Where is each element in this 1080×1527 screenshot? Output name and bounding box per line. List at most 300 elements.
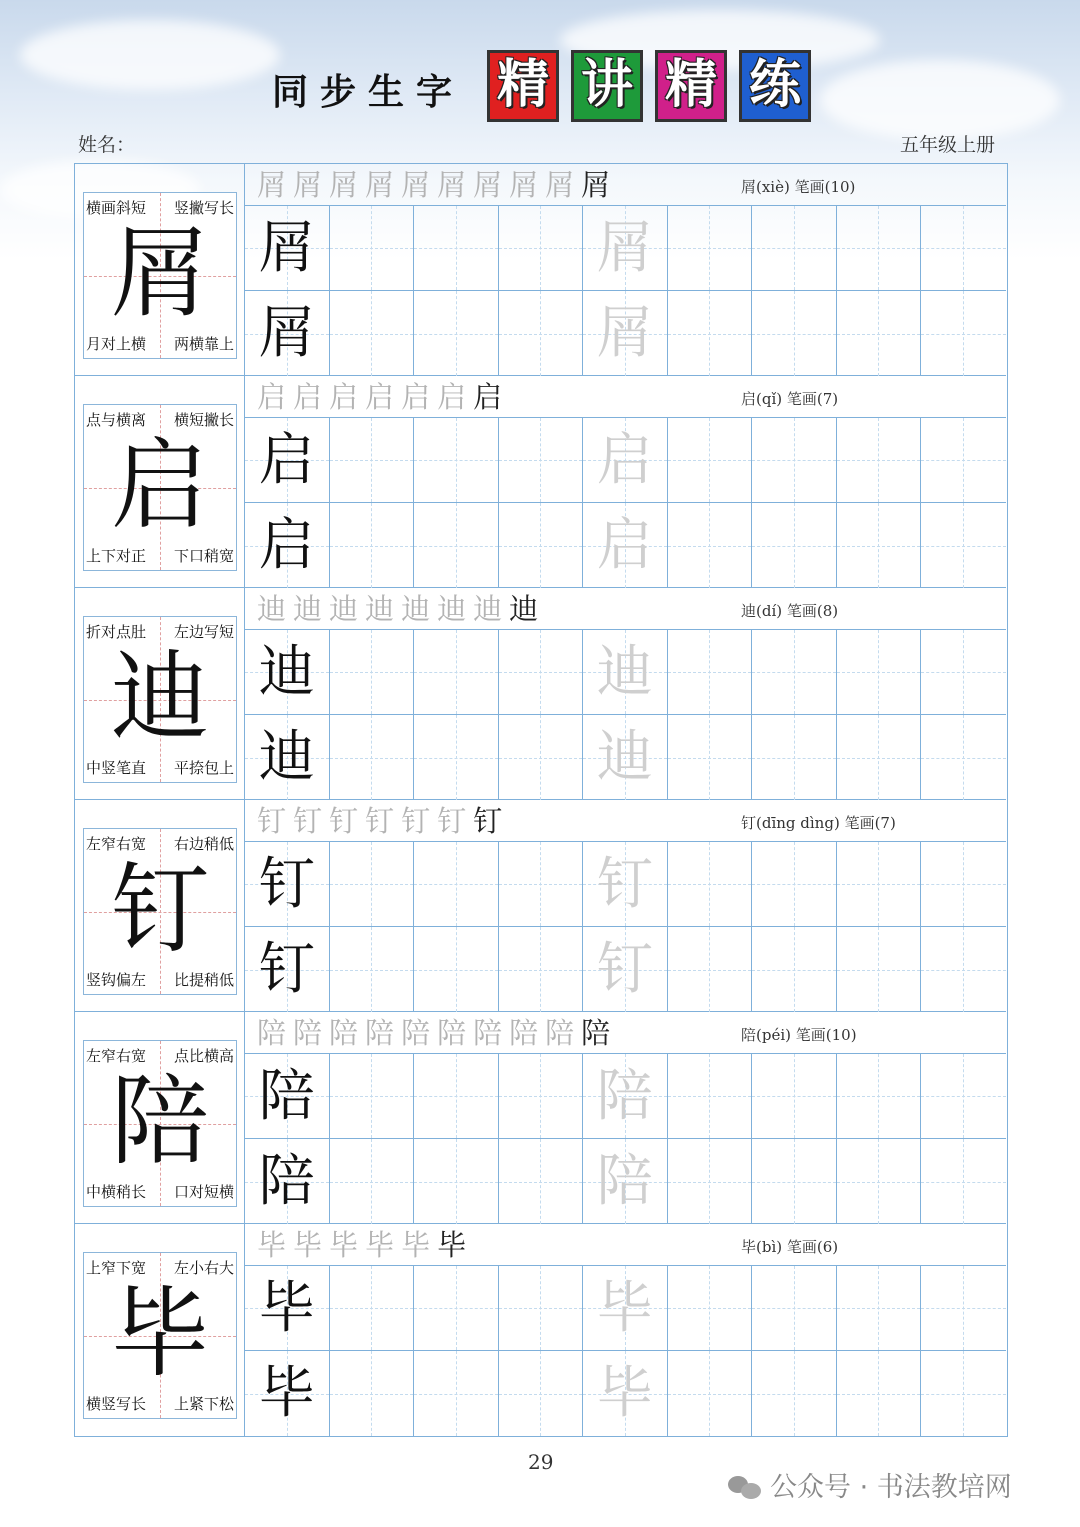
practice-cell[interactable] (499, 715, 584, 800)
practice-cell[interactable] (330, 291, 415, 376)
practice-cell[interactable] (752, 418, 837, 503)
practice-cell[interactable] (921, 1351, 1006, 1436)
cell-guide (837, 758, 921, 759)
character-block (75, 1012, 1006, 1224)
cell-guide (837, 334, 921, 335)
writing-tip: 竖撇写长 (173, 199, 234, 217)
cell-guide (837, 460, 921, 461)
cell-guide (668, 1096, 752, 1097)
cell-guide (668, 546, 752, 547)
stroke-step: 迪 (509, 592, 546, 626)
stroke-step: 毕 (293, 1228, 330, 1262)
model-character-box (83, 828, 237, 995)
stroke-step: 钉 (329, 804, 366, 838)
character-block (75, 1224, 1006, 1436)
stroke-step: 启 (293, 380, 330, 414)
practice-cell[interactable] (499, 927, 584, 1012)
character-info: 迪(dí) 笔画(8) (741, 602, 839, 620)
trace-character: 迪 (596, 640, 653, 705)
practice-cell[interactable] (583, 1351, 668, 1436)
practice-cell[interactable] (921, 927, 1006, 1012)
practice-cell[interactable] (752, 1054, 837, 1139)
practice-cell[interactable] (668, 503, 753, 588)
practice-cell[interactable] (752, 927, 837, 1012)
practice-cell[interactable] (668, 206, 753, 291)
writing-tip: 横竖写长 (86, 1395, 147, 1413)
writing-tip: 月对上横 (86, 335, 147, 353)
practice-cell[interactable] (837, 715, 922, 800)
trace-character: 启 (596, 513, 653, 578)
stroke-order-row (245, 588, 1006, 630)
practice-cell[interactable] (668, 630, 753, 715)
example-character: 迪 (258, 640, 315, 705)
practice-cell[interactable] (414, 1351, 499, 1436)
cell-guide (752, 1394, 836, 1395)
stroke-step: 陪 (509, 1016, 546, 1050)
cell-guide (752, 334, 836, 335)
practice-cell[interactable] (921, 630, 1006, 715)
practice-cell[interactable] (499, 1054, 584, 1139)
practice-cell[interactable] (921, 1139, 1006, 1224)
writing-tip: 中竖笔直 (86, 759, 147, 777)
practice-cell[interactable] (414, 630, 499, 715)
watermark (728, 1465, 1012, 1504)
watermark-text: 公众号 · 书法教培网 (770, 1472, 1012, 1503)
cell-guide (752, 1182, 836, 1183)
practice-cell[interactable] (414, 1054, 499, 1139)
cell-guide (837, 672, 921, 673)
model-character-box (83, 1252, 237, 1419)
practice-cell[interactable] (330, 1139, 415, 1224)
practice-cell[interactable] (583, 842, 668, 927)
practice-cell[interactable] (414, 927, 499, 1012)
stroke-step: 陪 (473, 1016, 510, 1050)
stroke-order-sequence (257, 802, 509, 840)
cell-guide (921, 248, 1006, 249)
stroke-step: 屑 (473, 168, 510, 202)
practice-cell[interactable] (499, 418, 584, 503)
model-character: 迪 (110, 641, 209, 755)
cell-guide (499, 1394, 583, 1395)
stroke-order-row (245, 376, 1006, 418)
stroke-step: 毕 (437, 1228, 474, 1262)
cell-guide (414, 758, 498, 759)
stroke-order-sequence (257, 1014, 617, 1052)
cell-guide (668, 1182, 752, 1183)
model-panel (75, 1012, 245, 1223)
writing-tip: 横画斜短 (86, 199, 147, 217)
cell-guide (499, 546, 583, 547)
practice-cell[interactable] (752, 715, 837, 800)
practice-cell[interactable] (330, 418, 415, 503)
cell-guide (921, 884, 1006, 885)
stroke-step: 屑 (437, 168, 474, 202)
writing-tip: 口对短横 (173, 1183, 234, 1201)
cell-guide (414, 1308, 498, 1309)
writing-tip: 平捺包上 (173, 759, 234, 777)
cell-guide (752, 248, 836, 249)
cell-guide (330, 672, 414, 673)
cell-guide (499, 1182, 583, 1183)
character-block (75, 164, 1006, 376)
stroke-step: 毕 (329, 1228, 366, 1262)
practice-cell[interactable] (837, 927, 922, 1012)
practice-cell[interactable] (330, 1351, 415, 1436)
practice-cell[interactable] (583, 206, 668, 291)
practice-cell[interactable] (668, 1139, 753, 1224)
cell-guide (499, 1096, 583, 1097)
practice-cell[interactable] (668, 842, 753, 927)
model-character: 启 (110, 429, 209, 543)
practice-cell[interactable] (330, 503, 415, 588)
practice-cell[interactable] (245, 630, 330, 715)
model-character: 钉 (110, 853, 209, 967)
writing-tip: 比提稍低 (173, 971, 234, 989)
practice-cell[interactable] (245, 418, 330, 503)
cell-guide (752, 1308, 836, 1309)
practice-cell[interactable] (837, 630, 922, 715)
practice-cell[interactable] (668, 1351, 753, 1436)
stroke-order-row (245, 1224, 1006, 1266)
model-panel (75, 800, 245, 1011)
stroke-step: 迪 (473, 592, 510, 626)
example-character: 陪 (258, 1064, 315, 1129)
stroke-step: 屑 (257, 168, 294, 202)
cell-guide (668, 1394, 752, 1395)
cell-guide (330, 1096, 414, 1097)
cell-guide (668, 334, 752, 335)
stroke-step: 屑 (545, 168, 582, 202)
practice-cell[interactable] (668, 1054, 753, 1139)
trace-character: 毕 (596, 1276, 653, 1341)
trace-character: 钉 (596, 852, 653, 917)
model-character-box (83, 404, 237, 571)
cell-guide (414, 460, 498, 461)
practice-cell[interactable] (752, 206, 837, 291)
practice-cell[interactable] (245, 1351, 330, 1436)
practice-cell[interactable] (245, 1139, 330, 1224)
practice-cell[interactable] (668, 927, 753, 1012)
stroke-step: 屑 (365, 168, 402, 202)
stroke-step: 启 (401, 380, 438, 414)
stroke-step: 迪 (329, 592, 366, 626)
model-panel (75, 376, 245, 587)
writing-tip: 折对点肚 (86, 623, 147, 641)
practice-cell[interactable] (245, 715, 330, 800)
practice-grid (245, 418, 1006, 588)
writing-tip: 下口稍宽 (173, 547, 234, 565)
practice-cell[interactable] (330, 927, 415, 1012)
cell-guide (752, 884, 836, 885)
stroke-order-row (245, 800, 1006, 842)
cell-guide (668, 248, 752, 249)
model-character: 陪 (110, 1065, 209, 1179)
practice-cell[interactable] (330, 842, 415, 927)
stroke-step: 钉 (365, 804, 402, 838)
cell-guide (752, 970, 836, 971)
practice-cell[interactable] (245, 206, 330, 291)
practice-cell[interactable] (921, 1054, 1006, 1139)
stroke-step: 陪 (257, 1016, 294, 1050)
cell-guide (837, 1182, 921, 1183)
practice-cell[interactable] (921, 206, 1006, 291)
model-panel (75, 588, 245, 799)
character-info: 毕(bì) 笔画(6) (741, 1238, 839, 1256)
practice-cell[interactable] (668, 715, 753, 800)
stroke-step: 屑 (293, 168, 330, 202)
model-character: 毕 (110, 1277, 209, 1391)
model-panel (75, 164, 245, 375)
stroke-step: 启 (437, 380, 474, 414)
writing-tip: 两横靠上 (173, 335, 234, 353)
practice-cell[interactable] (921, 418, 1006, 503)
example-character: 陪 (258, 1149, 315, 1214)
practice-cell[interactable] (414, 1266, 499, 1351)
stroke-order-sequence (257, 1226, 473, 1264)
writing-tip: 点与横离 (86, 411, 147, 429)
practice-cell[interactable] (414, 1139, 499, 1224)
character-info: 启(qǐ) 笔画(7) (741, 390, 839, 408)
practice-cell[interactable] (837, 206, 922, 291)
practice-cell[interactable] (499, 842, 584, 927)
example-character: 屑 (258, 216, 315, 281)
practice-cell[interactable] (752, 1351, 837, 1436)
writing-tip: 中横稍长 (86, 1183, 147, 1201)
grade-label: 五年级上册 (900, 134, 996, 156)
cell-guide (414, 1394, 498, 1395)
cell-guide (752, 672, 836, 673)
stroke-step: 屑 (581, 168, 618, 202)
practice-cell[interactable] (245, 1054, 330, 1139)
writing-tip: 竖钩偏左 (86, 971, 147, 989)
writing-tip: 左窄右宽 (86, 1047, 147, 1065)
cell-guide (668, 460, 752, 461)
practice-cell[interactable] (837, 291, 922, 376)
cell-guide (837, 884, 921, 885)
character-block (75, 800, 1006, 1012)
cell-guide (330, 758, 414, 759)
cell-guide (921, 758, 1006, 759)
character-info: 陪(péi) 笔画(10) (741, 1026, 857, 1044)
stroke-order-sequence (257, 378, 509, 416)
practice-cell[interactable] (752, 842, 837, 927)
writing-tip: 左窄右宽 (86, 835, 147, 853)
practice-cell[interactable] (583, 418, 668, 503)
practice-cell[interactable] (330, 715, 415, 800)
practice-grid (245, 630, 1006, 800)
cell-guide (330, 970, 414, 971)
practice-cell[interactable] (921, 291, 1006, 376)
practice-cell[interactable] (583, 630, 668, 715)
cell-guide (330, 248, 414, 249)
stroke-step: 迪 (401, 592, 438, 626)
practice-cell[interactable] (499, 291, 584, 376)
stroke-order-sequence (257, 166, 617, 204)
practice-cell[interactable] (921, 715, 1006, 800)
example-character: 毕 (258, 1276, 315, 1341)
cell-guide (330, 1182, 414, 1183)
writing-tip: 上窄下宽 (86, 1259, 147, 1277)
practice-cell[interactable] (245, 503, 330, 588)
practice-cell[interactable] (499, 503, 584, 588)
stroke-order-row (245, 1012, 1006, 1054)
practice-cell[interactable] (752, 291, 837, 376)
cell-guide (414, 884, 498, 885)
practice-cell[interactable] (668, 418, 753, 503)
cell-guide (668, 672, 752, 673)
stroke-step: 毕 (365, 1228, 402, 1262)
cell-guide (330, 334, 414, 335)
practice-cell[interactable] (414, 291, 499, 376)
practice-cell[interactable] (245, 291, 330, 376)
practice-cell[interactable] (245, 1266, 330, 1351)
practice-cell[interactable] (752, 1139, 837, 1224)
stroke-step: 迪 (293, 592, 330, 626)
practice-cell[interactable] (330, 630, 415, 715)
cell-guide (837, 1096, 921, 1097)
practice-cell[interactable] (921, 1266, 1006, 1351)
practice-cell[interactable] (752, 503, 837, 588)
example-character: 迪 (258, 725, 315, 790)
cell-guide (414, 1096, 498, 1097)
practice-cell[interactable] (330, 1054, 415, 1139)
practice-grid (245, 206, 1006, 376)
writing-tip: 横短撇长 (173, 411, 234, 429)
model-character-box (83, 616, 237, 783)
stroke-step: 启 (329, 380, 366, 414)
practice-cell[interactable] (583, 1139, 668, 1224)
cell-guide (752, 460, 836, 461)
practice-cell[interactable] (668, 291, 753, 376)
writing-tip: 上紧下松 (173, 1395, 234, 1413)
trace-character: 启 (596, 428, 653, 493)
practice-cell[interactable] (837, 418, 922, 503)
practice-cell[interactable] (245, 927, 330, 1012)
practice-cell[interactable] (583, 291, 668, 376)
character-block (75, 376, 1006, 588)
practice-cell[interactable] (837, 1266, 922, 1351)
stroke-step: 陪 (293, 1016, 330, 1050)
writing-tip: 左边写短 (173, 623, 234, 641)
practice-cell[interactable] (499, 1139, 584, 1224)
stroke-step: 陪 (545, 1016, 582, 1050)
cell-guide (921, 546, 1006, 547)
page-number: 29 (528, 1450, 554, 1474)
trace-character: 钉 (596, 937, 653, 1002)
cell-guide (668, 970, 752, 971)
title-tile-3: 精 (655, 50, 727, 122)
practice-cell[interactable] (414, 842, 499, 927)
model-character-box (83, 1040, 237, 1207)
cell-guide (921, 1096, 1006, 1097)
practice-cell[interactable] (499, 1266, 584, 1351)
practice-cell[interactable] (837, 1139, 922, 1224)
practice-cell[interactable] (245, 842, 330, 927)
cell-guide (330, 460, 414, 461)
cell-guide (837, 546, 921, 547)
practice-cell[interactable] (668, 1266, 753, 1351)
cell-guide (921, 970, 1006, 971)
practice-sheet (74, 163, 1008, 1437)
stroke-step: 钉 (293, 804, 330, 838)
practice-cell[interactable] (921, 503, 1006, 588)
cell-guide (921, 334, 1006, 335)
practice-cell[interactable] (330, 206, 415, 291)
practice-cell[interactable] (583, 927, 668, 1012)
cell-guide (414, 1182, 498, 1183)
cell-guide (921, 1394, 1006, 1395)
practice-cell[interactable] (583, 715, 668, 800)
stroke-order-row (245, 164, 1006, 206)
cell-guide (837, 970, 921, 971)
cell-guide (414, 248, 498, 249)
practice-cell[interactable] (414, 715, 499, 800)
practice-cell[interactable] (583, 1054, 668, 1139)
example-character: 启 (258, 513, 315, 578)
stroke-step: 迪 (437, 592, 474, 626)
cell-guide (330, 1394, 414, 1395)
name-label: 姓名： (78, 134, 136, 156)
stroke-step: 钉 (437, 804, 474, 838)
cell-guide (837, 1394, 921, 1395)
practice-cell[interactable] (752, 1266, 837, 1351)
practice-cell[interactable] (752, 630, 837, 715)
trace-character: 毕 (596, 1361, 653, 1426)
practice-cell[interactable] (583, 503, 668, 588)
cell-guide (668, 758, 752, 759)
cell-guide (921, 1182, 1006, 1183)
practice-cell[interactable] (499, 206, 584, 291)
practice-cell[interactable] (499, 630, 584, 715)
character-info: 钉(dīng dìng) 笔画(7) (741, 814, 896, 832)
practice-cell[interactable] (837, 842, 922, 927)
cell-guide (921, 672, 1006, 673)
writing-tip: 右边稍低 (173, 835, 234, 853)
cell-guide (499, 758, 583, 759)
stroke-step: 启 (257, 380, 294, 414)
trace-character: 陪 (596, 1149, 653, 1214)
trace-character: 屑 (596, 216, 653, 281)
trace-character: 迪 (596, 725, 653, 790)
practice-cell[interactable] (414, 418, 499, 503)
example-character: 钉 (258, 852, 315, 917)
practice-grid (245, 1266, 1006, 1436)
stroke-step: 陪 (365, 1016, 402, 1050)
stroke-step: 启 (365, 380, 402, 414)
practice-cell[interactable] (837, 1351, 922, 1436)
practice-cell[interactable] (837, 503, 922, 588)
practice-cell[interactable] (921, 842, 1006, 927)
stroke-step: 毕 (401, 1228, 438, 1262)
stroke-step: 陪 (401, 1016, 438, 1050)
stroke-step: 陪 (329, 1016, 366, 1050)
stroke-step: 钉 (401, 804, 438, 838)
stroke-step: 毕 (257, 1228, 294, 1262)
stroke-order-sequence (257, 590, 545, 628)
practice-cell[interactable] (414, 206, 499, 291)
writing-tip: 左小右大 (173, 1259, 234, 1277)
cell-guide (499, 248, 583, 249)
practice-cell[interactable] (583, 1266, 668, 1351)
cell-guide (668, 884, 752, 885)
practice-cell[interactable] (499, 1351, 584, 1436)
cell-guide (668, 1308, 752, 1309)
practice-cell[interactable] (330, 1266, 415, 1351)
stroke-step: 启 (473, 380, 510, 414)
practice-cell[interactable] (837, 1054, 922, 1139)
cell-guide (499, 970, 583, 971)
practice-cell[interactable] (414, 503, 499, 588)
